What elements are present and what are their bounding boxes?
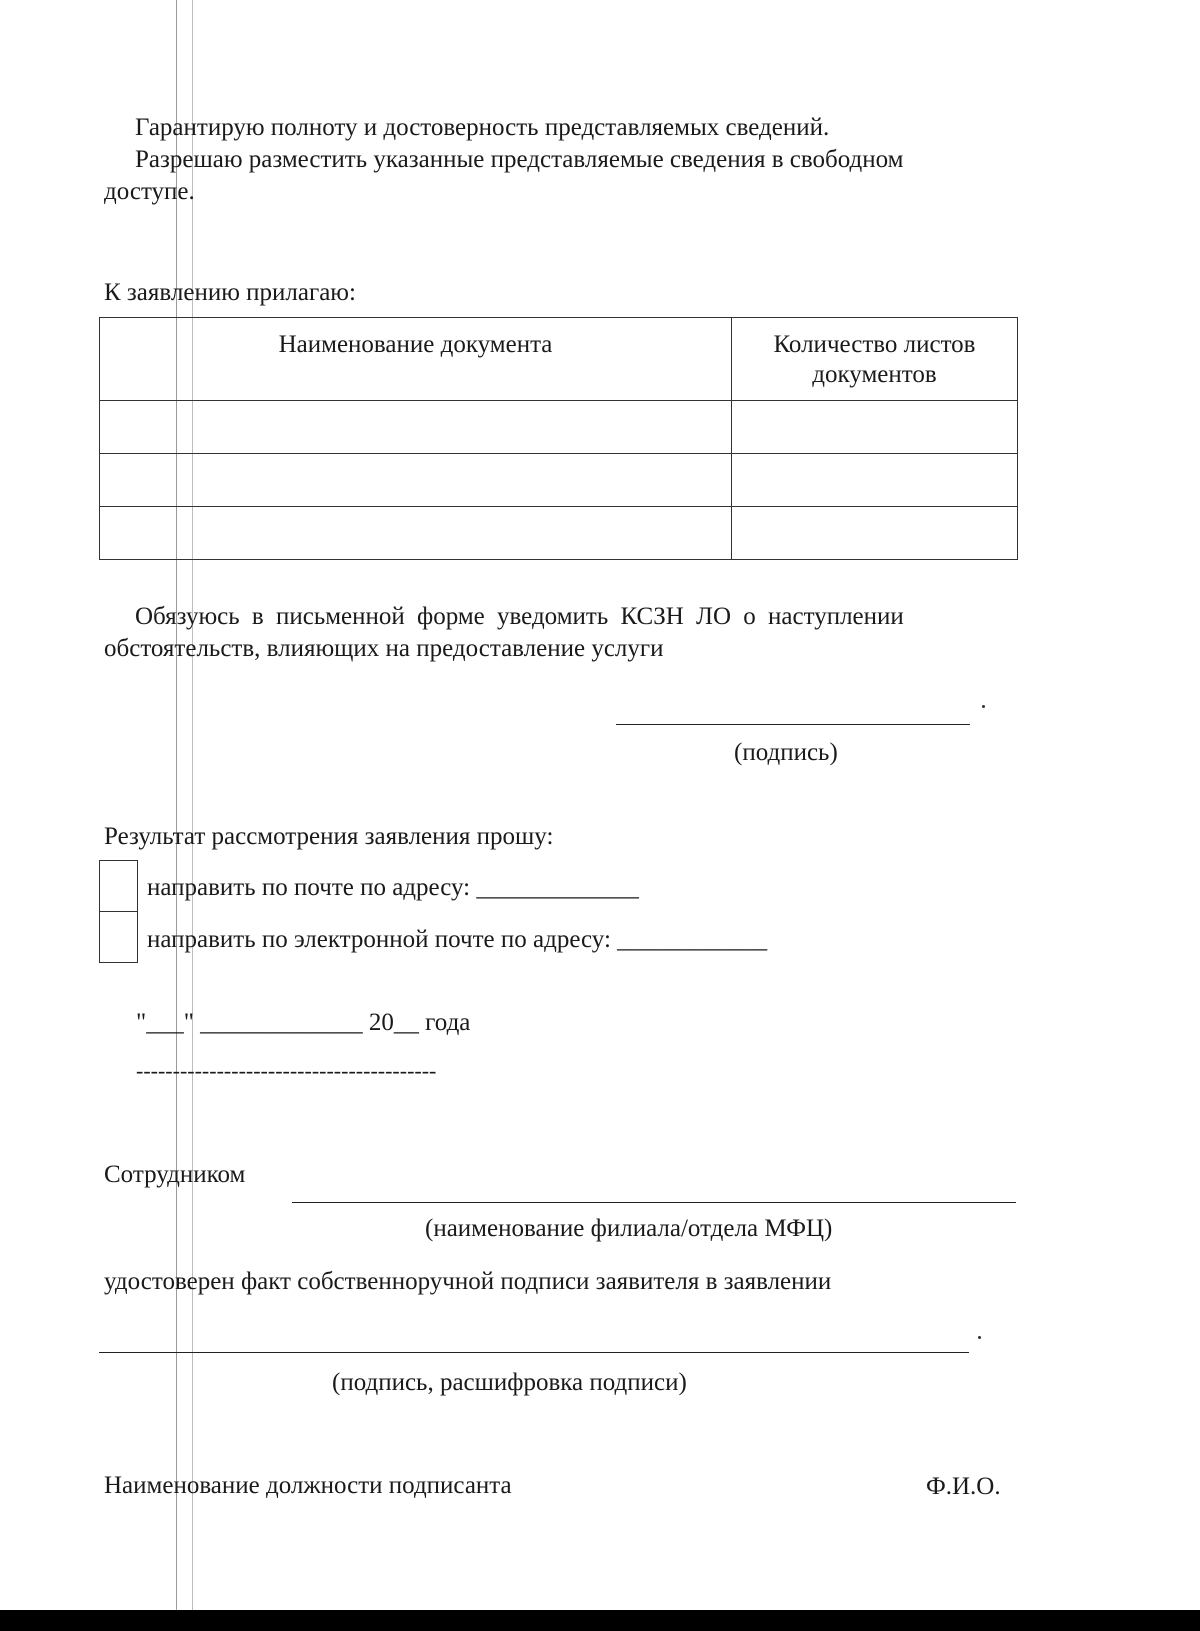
document-name-header-label: Наименование документа [278, 331, 553, 358]
sheet-count-header-label: Количество листов документов [773, 331, 976, 388]
sheet-count-header [732, 318, 1018, 401]
table-row [100, 401, 1018, 454]
date-dashes: ----------------------------------------- [136, 1058, 437, 1083]
signature-line [616, 724, 970, 725]
document-name-header [100, 318, 732, 401]
signature-caption: (подпись) [734, 739, 838, 766]
document-name-cell[interactable] [100, 454, 732, 507]
attachments-heading: К заявлению прилагаю: [104, 279, 356, 306]
table-row [100, 507, 1018, 560]
sheet-count-cell[interactable] [732, 454, 1018, 507]
scan-artifact-bar [0, 1610, 1200, 1631]
sheet-count-cell[interactable] [732, 507, 1018, 560]
sheet-count-cell[interactable] [732, 401, 1018, 454]
permission-text-line1: Разрешаю разместить указанные представляемые сведения в свободном [135, 146, 904, 173]
guarantee-text: Гарантирую полноту и достоверность представляемых сведений. [135, 114, 830, 141]
scan-artifact-line [176, 0, 177, 1610]
scan-speck [978, 1336, 981, 1339]
branch-caption: (наименование филиала/отдела МФЦ) [425, 1215, 833, 1242]
signature-decode-caption: (подпись, расшифровка подписи) [332, 1369, 687, 1396]
post-delivery-checkbox[interactable] [99, 860, 138, 912]
commitment-text-line2: обстоятельств, влияющих на предоставление услуги [104, 635, 664, 662]
email-delivery-checkbox[interactable] [99, 911, 138, 963]
document-name-cell[interactable] [100, 401, 732, 454]
result-heading: Результат рассмотрения заявления прошу: [104, 823, 554, 850]
table-row [100, 454, 1018, 507]
scan-speck [982, 705, 985, 708]
signer-name: Ф.И.О. [926, 1473, 1001, 1500]
employee-label: Сотрудником [104, 1161, 246, 1188]
branch-line [292, 1202, 1016, 1203]
signature-decode-line [99, 1352, 969, 1353]
email-delivery-label: направить по электронной почте по адресу: ____________ [147, 926, 768, 953]
document-name-cell[interactable] [100, 507, 732, 560]
table-header-row [100, 318, 1018, 401]
post-delivery-label: направить по почте по адресу: _____________ [147, 874, 639, 901]
signer-position: Наименование должности подписанта [104, 1472, 512, 1499]
attachments-table [99, 317, 1018, 560]
certified-text: удостоверен факт собственноручной подписи заявителя в заявлении [104, 1268, 832, 1295]
permission-text-line2: доступе. [104, 178, 195, 205]
scan-artifact-line [192, 0, 193, 1610]
commitment-text-line1: Обязуюсь в письменной форме уведомить КСЗН ЛО о наступлении [135, 603, 904, 630]
date-line: "___" _____________ 20__ года [136, 1009, 471, 1036]
